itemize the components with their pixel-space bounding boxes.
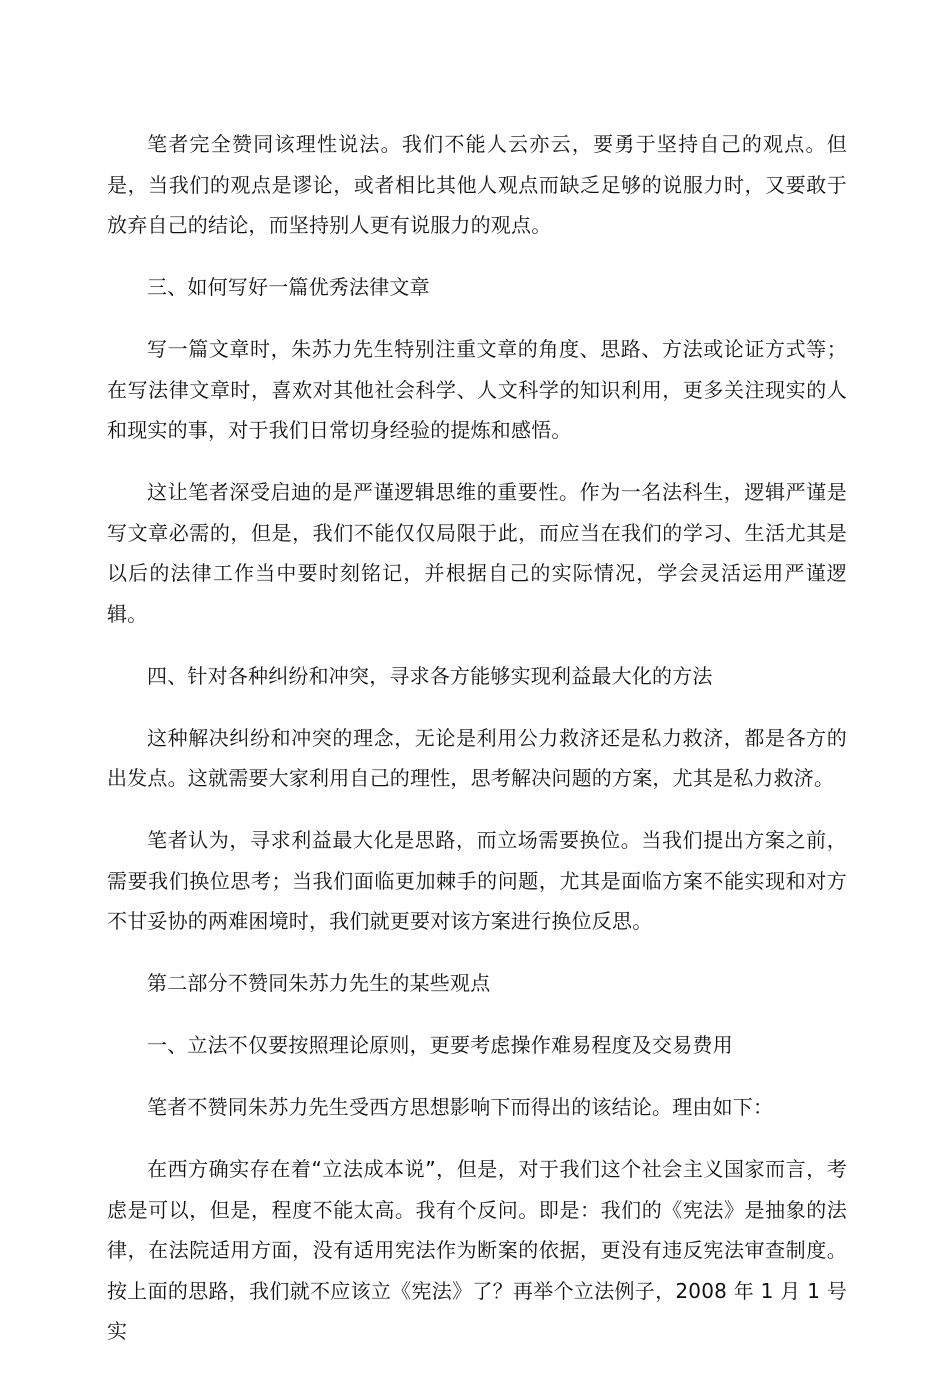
paragraph-agree-rational: 笔者完全赞同该理性说法。我们不能人云亦云，要勇于坚持自己的观点。但是，当我们的观点是谬论，或者相比其他人观点而缺乏足够的说服力时，又要敢于放弃自己的结论，而坚持别人更有说服力的观点。 (107, 132, 847, 237)
paragraph-logic-importance: 这让笔者深受启迪的是严谨逻辑思维的重要性。作为一名法科生，逻辑严谨是写文章必需的，但是，我们不能仅仅局限于此，而应当在我们的学习、生活尤其是以后的法律工作当中要时刻铭记，并根据自己的实际情况，学会灵活运用严谨逻辑。 (107, 480, 847, 626)
paragraph-writing-approach: 写一篇文章时，朱苏力先生特别注重文章的角度、思路、方法或论证方式等；在写法律文章时，喜欢对其他社会科学、人文科学的知识利用，更多关注现实的人和现实的事，对于我们日常切身经验的提炼和感悟。 (107, 337, 847, 442)
section-heading-four: 四、针对各种纠纷和冲突，寻求各方能够实现利益最大化的方法 (147, 663, 713, 688)
paragraph-legislation-cost: 在西方确实存在着“立法成本说”，但是，对于我们这个社会主义国家而言，考虑是可以，但是，程度不能太高。我有个反问。即是：我们的《宪法》是抽象的法律，在法院适用方面，没有适用宪法作为断案的依据，更没有违反宪法审查制度。按上面的思路，我们就不应该立《宪法》了？再举个立法例子，2008 年 1 月 1 号实 (107, 1157, 847, 1343)
section-heading-three: 三、如何写好一篇优秀法律文章 (147, 275, 430, 299)
part-two-heading: 第二部分不赞同朱苏力先生的某些观点 (147, 971, 491, 995)
paragraph-disagree-intro: 笔者不赞同朱苏力先生受西方思想影响下而得出的该结论。理由如下： (147, 1095, 774, 1119)
document-body (107, 124, 847, 1373)
section-heading-one: 一、立法不仅要按照理论原则，更要考虑操作难易程度及交易费用 (147, 1033, 733, 1057)
paragraph-dispute-resolution: 这种解决纠纷和冲突的理念，无论是利用公力救济还是私力救济，都是各方的出发点。这就需要大家利用自己的理性，思考解决问题的方案，尤其是私力救济。 (107, 725, 847, 790)
paragraph-perspective-shift: 笔者认为，寻求利益最大化是思路，而立场需要换位。当我们提出方案之前，需要我们换位思考；当我们面临更加棘手的问题，尤其是面临方案不能实现和对方不甘妥协的两难困境时，我们就更要对该方案进行换位反思。 (107, 828, 847, 933)
